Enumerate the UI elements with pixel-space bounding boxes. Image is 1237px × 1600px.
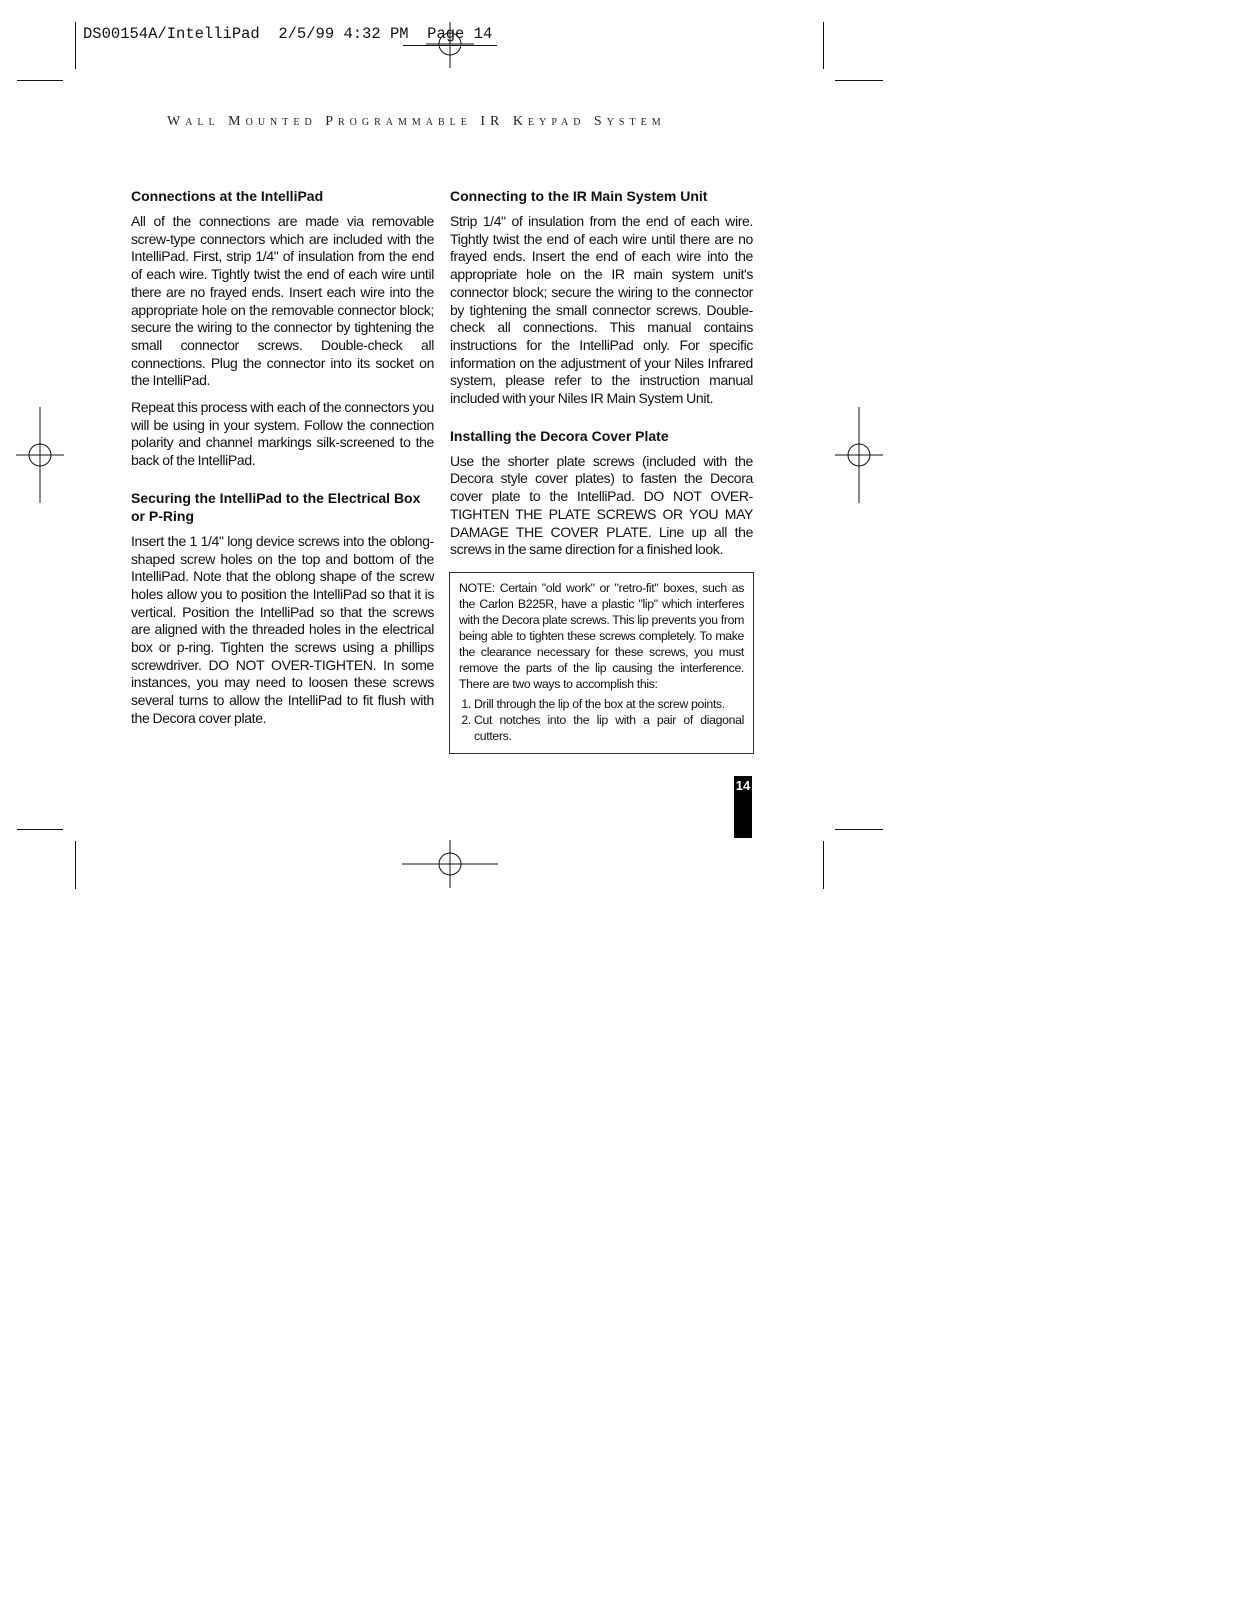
crop-mark-bottom-left-vertical xyxy=(75,841,76,889)
crop-mark-top-right-horizontal xyxy=(835,80,883,81)
note-box xyxy=(449,572,754,754)
section-heading-connecting-ir: Connecting to the IR Main System Unit xyxy=(450,188,708,204)
registration-mark-left-icon xyxy=(16,407,64,503)
left-column xyxy=(131,187,434,737)
paragraph-decora: Use the shorter plate screws (included with the Decora style cover plates) to fasten the Decora cover plate to the IntelliPad. DO NOT OVER-TIGHTEN THE PLATE SCREWS OR YOU MAY DAMAGE THE COVER PLATE. Line up all the screws in the same direction for a finished look. xyxy=(450,452,753,558)
crop-mark-top-right-vertical xyxy=(823,22,824,69)
registration-mark-bottom-icon xyxy=(402,840,498,888)
paragraph-connections: All of the connections are made via removable screw-type connectors which are included with the IntelliPad. First, strip 1/4" of insulation from the end of each wire. Tightly twist the end of each wire until there are no frayed ends. Insert each wire into the appropriate hole on the removable connector block; secure the wiring to the connector by tightening the small connector screws. Double-check all connections. Plug the connector into its socket on the IntelliPad. xyxy=(131,213,434,389)
right-column xyxy=(450,187,753,568)
registration-mark-right-icon xyxy=(835,407,883,503)
printer-slug: DS00154A/IntelliPad 2/5/99 4:32 PM Page 14 xyxy=(83,25,493,43)
crop-mark-bottom-right-vertical xyxy=(823,841,824,889)
crop-mark-top-left-vertical xyxy=(75,22,76,69)
note-text: NOTE: Certain "old work" or "retro-fit" boxes, such as the Carlon B225R, have a plastic "lip" which interferes with the Decora plate screws. This lip prevents you from being able to tighten these screws completely. To make the clearance necessary for these screws, you must remove the parts of the lip causing the interference. There are two ways to accomplish this: xyxy=(459,581,744,691)
section-heading-securing: Securing the IntelliPad to the Electrical Box or P-Ring xyxy=(131,489,421,524)
paragraph-connecting-ir: Strip 1/4" of insulation from the end of each wire. Tightly twist the end of each wire until there are no frayed ends. Insert the end of each wire into the appropriate hole on the IR main system unit's connector block; secure the wiring to the connector by tightening the small connector screws. Double-check all connections. This manual contains instructions for the IntelliPad only. For specific information on the adjustment of your Niles Infrared system, please refer to the instruction manual included with your Niles IR Main System Unit. xyxy=(450,213,753,407)
section-heading-decora: Installing the Decora Cover Plate xyxy=(450,427,669,444)
paragraph-securing: Insert the 1 1/4" long device screws into the oblong-shaped screw holes on the top and bottom of the IntelliPad. Note that the oblong shape of the screw holes allow you to position the IntelliPad so that it is vertical. Position the IntelliPad so that the screws are aligned with the threaded holes in the electrical box or p-ring. Tighten the screws using a phillips screwdriver. DO NOT OVER-TIGHTEN. In some instances, you may need to loosen these screws several turns to allow the IntelliPad to fit flush with the Decora cover plate. xyxy=(131,532,434,726)
note-list xyxy=(459,696,744,744)
crop-mark-bottom-right-horizontal xyxy=(835,829,883,830)
section-heading-connections: Connections at the IntelliPad xyxy=(131,188,324,204)
note-list-item: 2. Cut notches into the lip with a pair of diagonal cutters. xyxy=(474,712,744,744)
running-head: Wall Mounted Programmable IR Keypad System xyxy=(167,114,666,129)
registration-mark-top-icon xyxy=(426,22,474,70)
crop-mark-bottom-left-horizontal xyxy=(17,829,63,830)
paragraph-repeat-process: Repeat this process with each of the connectors you will be using in your system. Follow the connection polarity and channel markings silk-screened to the back of the IntelliPad. xyxy=(131,399,434,469)
crop-mark-top-left-horizontal xyxy=(17,80,63,81)
note-list-item: 1. Drill through the lip of the box at the screw points. xyxy=(474,696,744,712)
page-number-tab: 14 xyxy=(734,776,752,838)
